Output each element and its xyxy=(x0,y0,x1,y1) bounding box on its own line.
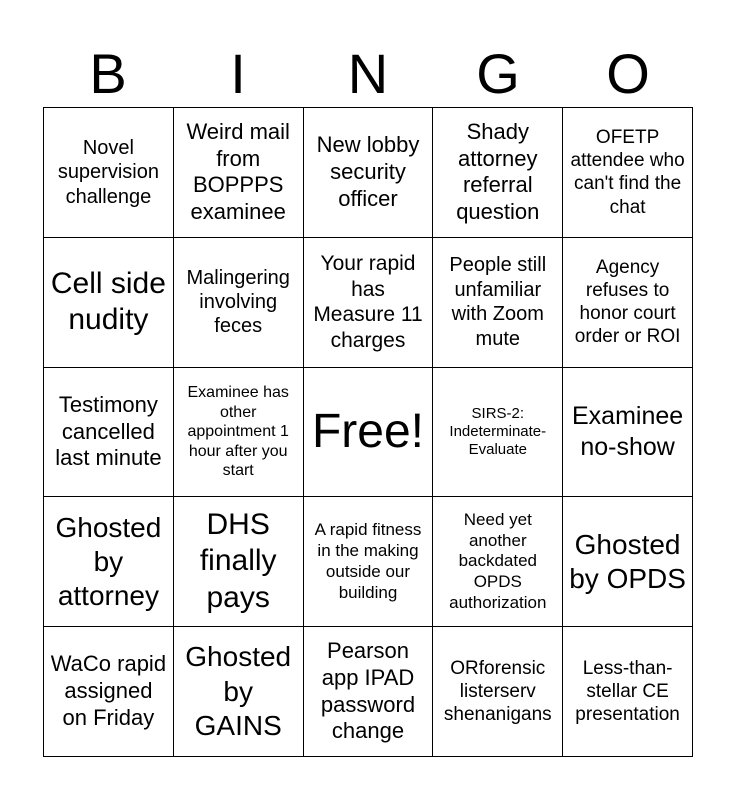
bingo-cell-text: Pearson app IPAD password change xyxy=(320,637,416,744)
bingo-cell[interactable] xyxy=(433,368,563,498)
bingo-cell-text: SIRS-2: Indeterminate-Evaluate xyxy=(449,404,547,459)
bingo-cell-text: Need yet another backdated OPDS authorization xyxy=(449,509,547,612)
bingo-cell[interactable] xyxy=(563,368,693,498)
header-letter-o: O xyxy=(606,42,650,105)
bingo-cell[interactable] xyxy=(174,627,304,757)
bingo-cell[interactable] xyxy=(304,238,434,368)
bingo-cell[interactable] xyxy=(304,497,434,627)
bingo-cell[interactable] xyxy=(304,627,434,757)
bingo-cell-text: OFETP attendee who can't find the chat xyxy=(570,127,685,218)
bingo-cell-text: Ghosted by attorney xyxy=(55,511,162,611)
bingo-cell-text: Examinee has other appointment 1 hour after you start xyxy=(187,384,289,480)
bingo-cell-text: WaCo rapid assigned on Friday xyxy=(50,651,167,730)
bingo-cell[interactable] xyxy=(174,368,304,498)
header-letter-n: N xyxy=(347,42,389,105)
header-letter-i: I xyxy=(230,42,246,105)
bingo-cell[interactable] xyxy=(44,627,174,757)
bingo-cell[interactable] xyxy=(44,238,174,368)
bingo-cell-text: Ghosted by GAINS xyxy=(185,641,292,741)
bingo-cell-text: Ghosted by OPDS xyxy=(569,528,686,594)
bingo-cell-text: Malingering involving feces xyxy=(186,266,290,338)
bingo-cell-text: New lobby security officer xyxy=(316,132,420,211)
bingo-cell-text: Examinee no-show xyxy=(572,402,684,461)
free-space-cell[interactable] xyxy=(304,368,434,498)
bingo-cell-text: DHS finally pays xyxy=(199,507,277,615)
bingo-cell[interactable] xyxy=(563,238,693,368)
bingo-cell[interactable] xyxy=(174,238,304,368)
bingo-cell[interactable] xyxy=(174,497,304,627)
header-letter-g: G xyxy=(476,42,520,105)
bingo-cell-text: Shady attorney referral question xyxy=(456,118,540,225)
bingo-grid xyxy=(43,107,693,757)
bingo-cell[interactable] xyxy=(44,108,174,238)
bingo-cell-text: Free! xyxy=(311,404,424,458)
bingo-cell-text: Weird mail from BOPPPS examinee xyxy=(186,118,290,225)
header-letter-b: B xyxy=(89,42,127,105)
bingo-cell[interactable] xyxy=(563,627,693,757)
bingo-cell-text: Agency refuses to honor court order or ROI xyxy=(574,256,681,348)
bingo-cell-text: Testimony cancelled last minute xyxy=(55,391,162,471)
bingo-header xyxy=(43,40,693,108)
bingo-cell-text: Cell side nudity xyxy=(50,266,166,337)
bingo-cell-text: A rapid fitness in the making outside our building xyxy=(314,520,422,602)
bingo-cell[interactable] xyxy=(304,108,434,238)
bingo-cell-text: People still unfamiliar with Zoom mute xyxy=(449,254,547,350)
bingo-cell-text: Novel supervision challenge xyxy=(57,136,159,208)
bingo-cell-text: Your rapid has Measure 11 charges xyxy=(313,251,423,352)
bingo-cell[interactable] xyxy=(44,368,174,498)
bingo-cell[interactable] xyxy=(44,497,174,627)
bingo-cell[interactable] xyxy=(563,108,693,238)
bingo-cell[interactable] xyxy=(433,627,563,757)
bingo-cell[interactable] xyxy=(433,238,563,368)
bingo-cell-text: Less-than-stellar CE presentation xyxy=(575,657,680,726)
bingo-cell[interactable] xyxy=(433,108,563,238)
bingo-cell[interactable] xyxy=(563,497,693,627)
bingo-cell[interactable] xyxy=(174,108,304,238)
bingo-cell-text: ORforensic listerserv shenanigans xyxy=(443,657,552,726)
bingo-cell[interactable] xyxy=(433,497,563,627)
